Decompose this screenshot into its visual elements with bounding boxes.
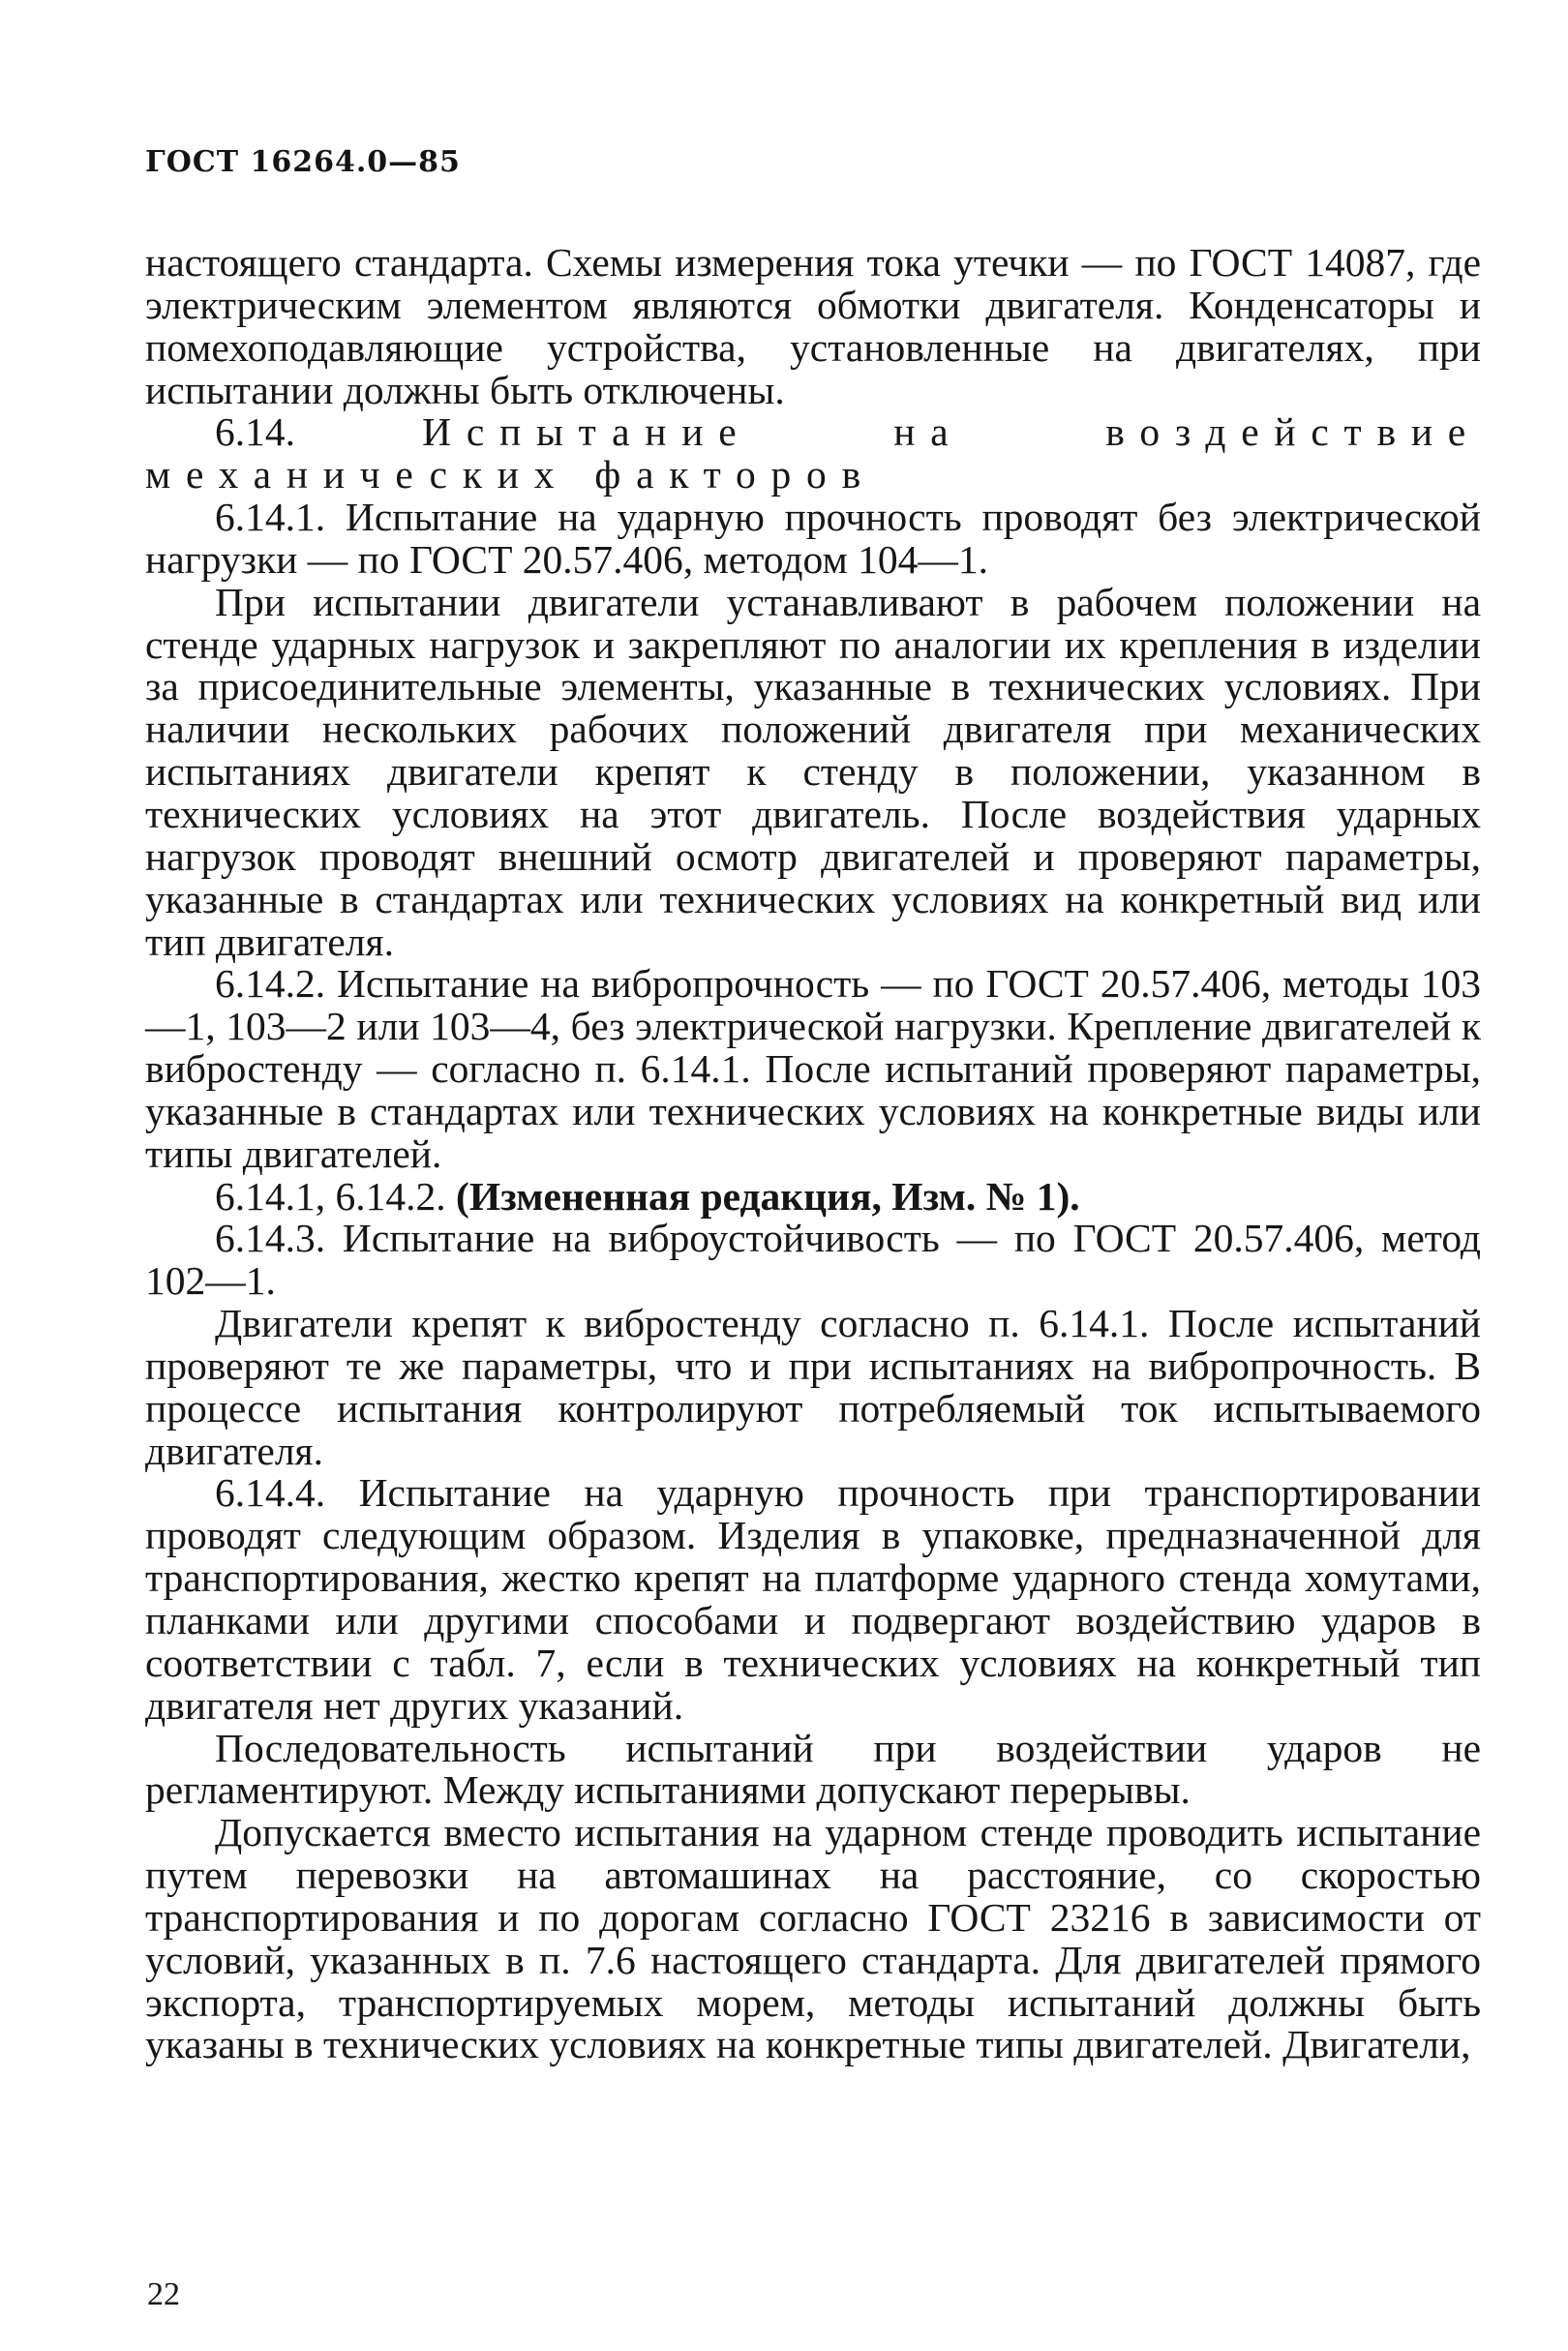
page-header-standard-number: ГОСТ 16264.0—85 xyxy=(145,145,461,179)
page-number: 22 xyxy=(147,2276,180,2312)
amendment-note xyxy=(145,1173,1481,1219)
section-heading xyxy=(145,411,1481,497)
paragraph: Допускается вместо испытания на ударном стенде проводить испытание путем перевозки на автомашинах на расстояние, со скоростью транспортирования и по дорогам согласно ГОСТ 23216 в зависимости от условий, указанных в п. 7.6 настоящего стандарта. Для двигателей прямого экспорта, транспортируемых морем, методы испытаний должны быть указаны в технических условиях на конкретные типы двигателей. Двигатели, xyxy=(145,1810,1481,2067)
paragraph: 6.14.1. Испытание на ударную прочность проводят без электрической нагрузки — по ГОСТ 20.57.406, методом 104—1. xyxy=(145,495,1481,582)
paragraph: 6.14.3. Испытание на виброустойчивость — по ГОСТ 20.57.406, метод 102—1. xyxy=(145,1216,1481,1304)
amendment-text: (Измененная редакция, Изм. № 1). xyxy=(456,1173,1080,1219)
paragraph: 6.14.4. Испытание на ударную прочность при транспортировании проводят следующим образом. Изделия в упаковке, предназначенной для транспортирования, жестко крепят на платформе ударного стенда хомутами, планками или другими способами и подвергают воздействию ударов в соответствии с табл. 7, если в технических условиях на конкретный тип двигателя нет других указаний. xyxy=(145,1470,1481,1728)
paragraph: настоящего стандарта. Схемы измерения тока утечки — по ГОСТ 14087, где электрическим элементом являются обмотки двигателя. Конденсаторы и помехоподавляющие устройства, установленные на двигателях, при испытании должны быть отключены. xyxy=(145,240,1481,412)
section-title: Испытание на воздействие механических факторов xyxy=(145,409,1481,497)
section-number: 6.14. xyxy=(215,409,295,455)
paragraph: Двигатели крепят к вибростенду согласно п. 6.14.1. После испытаний проверяют те же параметры, что и при испытаниях на вибропрочность. В процессе испытания контролируют потребляемый ток испытываемого двигателя. xyxy=(145,1301,1481,1473)
amendment-ref: 6.14.1, 6.14.2. xyxy=(215,1173,446,1219)
paragraph: При испытании двигатели устанавливают в рабочем положении на стенде ударных нагрузок и закрепляют по аналогии их крепления в изделии за присоединительные элементы, указанные в технических условиях. При наличии нескольких рабочих положений двигателя при механических испытаниях двигатели крепят к стенду в положении, указанном в технических условиях на этот двигатель. После воздействия ударных нагрузок проводят внешний осмотр двигателей и проверяют параметры, указанные в стандартах или технических условиях на конкретный вид или тип двигателя. xyxy=(145,579,1481,964)
body-text xyxy=(145,242,1481,2066)
paragraph: 6.14.2. Испытание на вибропрочность — по ГОСТ 20.57.406, методы 103—1, 103—2 или 103—4, без электрической нагрузки. Крепление двигателей к вибростенду — согласно п. 6.14.1. После испытаний проверяют параметры, указанные в стандартах или технических условиях на конкретные виды или типы двигателей. xyxy=(145,961,1481,1176)
paragraph: Последовательность испытаний при воздействии ударов не регламентируют. Между испытаниями допускают перерывы. xyxy=(145,1725,1481,1813)
